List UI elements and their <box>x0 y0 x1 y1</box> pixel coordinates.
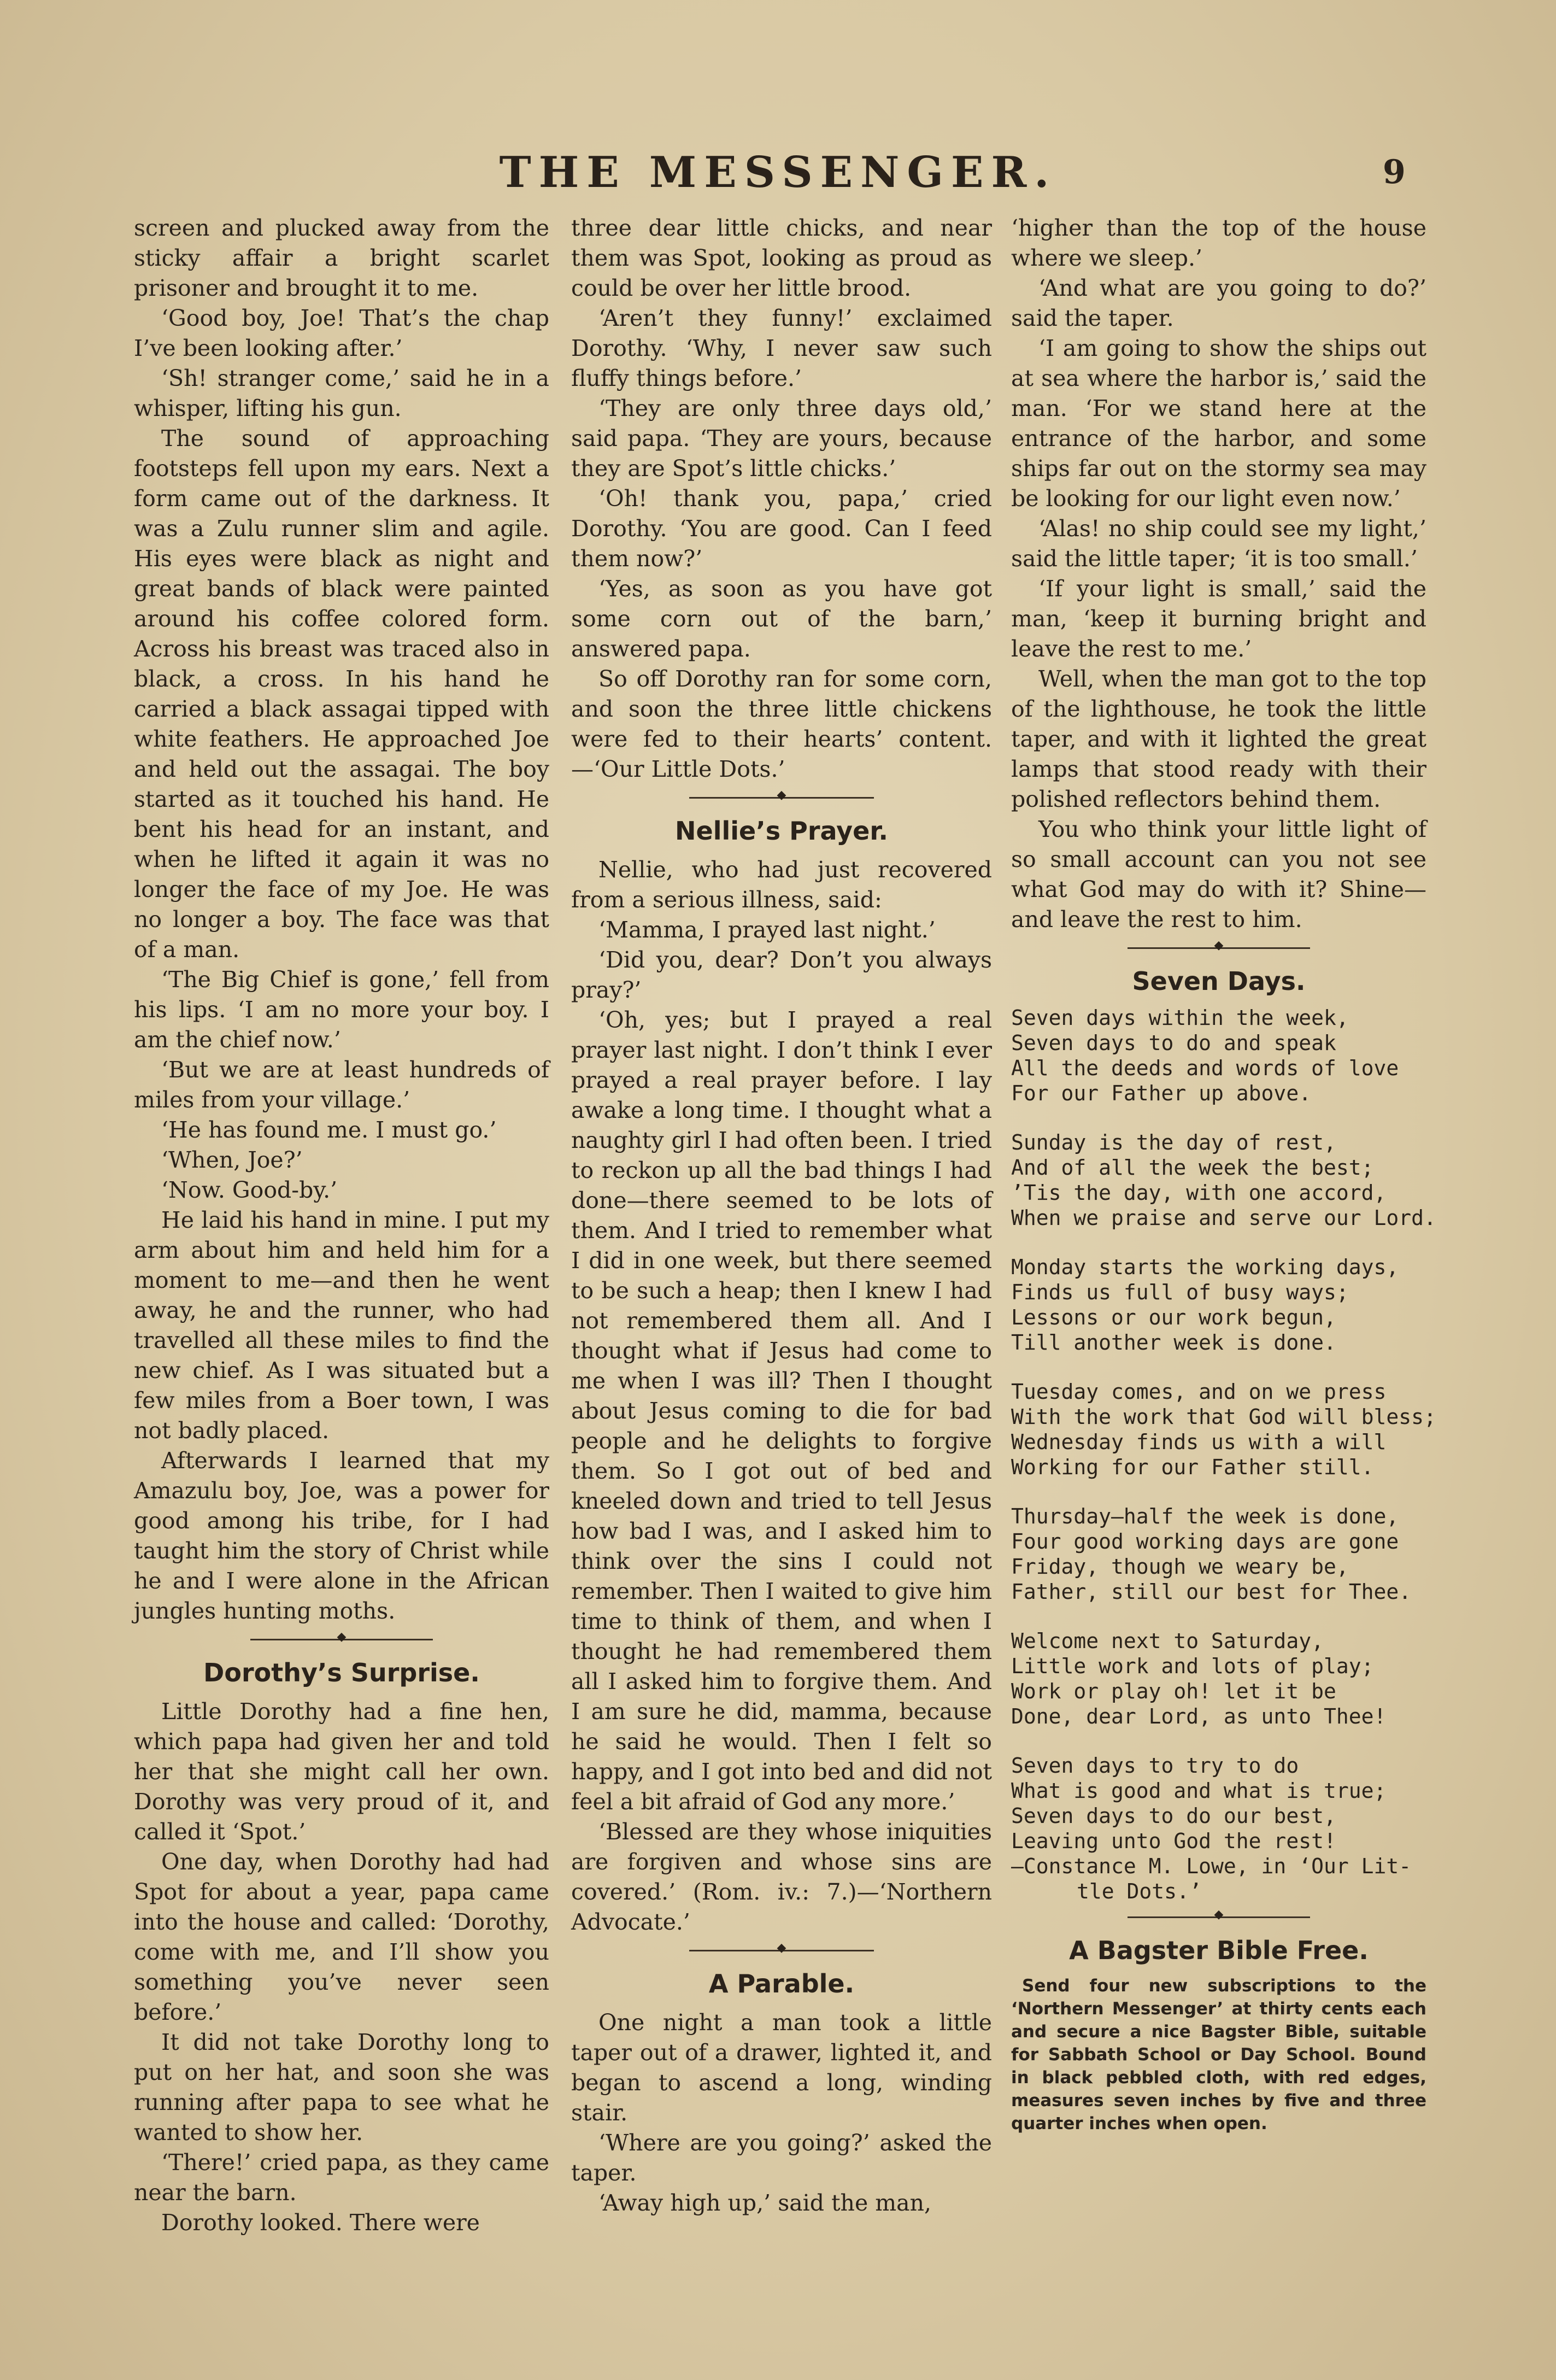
poem <box>1011 1005 1436 1904</box>
section-divider <box>1011 942 1426 953</box>
poem-line: Monday starts the working days, <box>1011 1255 1399 1279</box>
poem-line: Seven days to do and speak <box>1011 1031 1336 1055</box>
poem-line: Seven days to try to do <box>1011 1754 1299 1778</box>
paragraph: ‘Did you, dear? Don’t you always pray?’ <box>571 947 992 1003</box>
paragraph: ‘He has found me. I must go.’ <box>161 1117 497 1143</box>
section-divider <box>1011 1912 1426 1922</box>
poem-line: What is good and what is true; <box>1011 1779 1387 1803</box>
paragraph: So off Dorothy ran for some corn, and soon the three little chickens were fed to their hearts’ content.—‘Our Little Dots.’ <box>571 666 992 782</box>
notice-text: Send four new subscriptions to the ‘Northern Messenger’ at thirty cents each and secure a nice Bagster Bible, suitable for Sabbath School or Day School. Bound in black pebbled cloth, with red edges, measures seven inches by five and three quarter inches when open. <box>1011 1976 1426 2133</box>
poem-line: Sunday is the day of rest, <box>1011 1130 1336 1154</box>
paragraph: Afterwards I learned that my Amazulu boy, Joe, was a power for good among his tribe, for I had taught him the story of Christ while he and I were alone in the African jungles hunting moths. <box>134 1447 549 1624</box>
paragraph: Well, when the man got to the top of the lighthouse, he took the little taper, and with it lighted the great lamps that stood ready with their polished reflectors behind them. <box>1011 666 1426 812</box>
column-1 <box>134 213 549 2238</box>
poem-line: Thursday—half the week is done, <box>1011 1504 1399 1528</box>
paragraph: ‘Where are you going?’ asked the taper. <box>571 2130 992 2186</box>
poem-stanza <box>1011 1504 1426 1604</box>
paragraph: ‘Good boy, Joe! That’s the chap I’ve been looking after.’ <box>134 305 549 361</box>
poem-line: Wednesday finds us with a will <box>1011 1430 1387 1454</box>
paragraph: One night a man took a little taper out of a drawer, lighted it, and began to ascend a long, winding stair. <box>571 2009 992 2126</box>
article-heading: Seven Days. <box>1132 966 1306 996</box>
poem-line: ’Tis the day, with one accord, <box>1011 1181 1387 1205</box>
article-heading: A Bagster Bible Free. <box>1069 1936 1369 1965</box>
paragraph: One day, when Dorothy had had Spot for about a year, papa came into the house and called: ‘Dorothy, come with me, and I’ll show you something you’ve never seen before.’ <box>134 1849 549 2025</box>
poem-stanza <box>1011 1753 1426 1904</box>
paragraph: ‘Yes, as soon as you have got some corn out of the barn,’ answered papa. <box>571 576 992 662</box>
poem-attribution: tle Dots.’ <box>1077 1879 1202 1903</box>
paragraph: The sound of approaching footsteps fell upon my ears. Next a form came out of the darkness. It was a Zulu runner slim and agile. His eyes were black as night and great bands of black were painted around his coffee colored form. Across his breast was traced also in black, a cross. In his hand he carried a black assagai tipped with white feathers. He approached Joe and held out the assagai. The boy started as it touched his hand. He bent his head for an instant, and when he lifted it again it was no longer the face of my Joe. He was no longer a boy. The face was that of a man. <box>134 425 549 963</box>
poem-stanza <box>1011 1255 1426 1355</box>
article-heading: Nellie’s Prayer. <box>675 816 888 846</box>
poem-stanza <box>1011 1628 1426 1729</box>
paragraph: ‘The Big Chief is gone,’ fell from his lips. ‘I am no more your boy. I am the chief now.’ <box>134 966 549 1053</box>
paragraph: Little Dorothy had a fine hen, which papa had given her and told her that she might call her own. Dorothy was very proud of it, and called it ‘Spot.’ <box>134 1698 549 1845</box>
paragraph: He laid his hand in mine. I put my arm about him and held him for a moment to me—and then he went away, he and the runner, who had travelled all these miles to find the new chief. As I was situated but a few miles from a Boer town, I was not badly placed. <box>134 1207 549 1444</box>
poem-line: Father, still our best for Thee. <box>1011 1580 1412 1604</box>
paragraph: ‘They are only three days old,’ said papa. ‘They are yours, because they are Spot’s little chicks.’ <box>571 395 992 482</box>
page-number: 9 <box>1383 153 1406 191</box>
paragraph: ‘Oh! thank you, papa,’ cried Dorothy. ‘You are good. Can I feed them now?’ <box>571 485 992 572</box>
paragraph: ‘When, Joe?’ <box>161 1147 303 1173</box>
section-divider <box>571 1945 992 1956</box>
paragraph: ‘Mamma, I prayed last night.’ <box>598 917 936 943</box>
paragraph: ‘There!’ cried papa, as they came near the barn. <box>134 2149 549 2206</box>
article-heading: Dorothy’s Surprise. <box>203 1658 480 1687</box>
paragraph: You who think your little light of so small account can you not see what God may do with it? Shine—and leave the rest to him. <box>1011 816 1426 933</box>
poem-stanza <box>1011 1379 1436 1480</box>
column-2 <box>571 213 992 2218</box>
poem-line: Working for our Father still. <box>1011 1455 1374 1479</box>
poem-line: All the deeds and words of love <box>1011 1056 1399 1080</box>
section-divider <box>134 1634 549 1645</box>
paragraph: ‘Sh! stranger come,’ said he in a whisper, lifting his gun. <box>134 365 549 421</box>
paragraph: It did not take Dorothy long to put on her hat, and soon she was running after papa to see what he wanted to show her. <box>134 2029 549 2145</box>
paragraph: ‘Now. Good-by.’ <box>161 1177 338 1203</box>
paragraph: ‘Oh, yes; but I prayed a real prayer last night. I don’t think I ever prayed a real prayer before. I lay awake a long time. I thought what a naughty girl I had often been. I tried to reckon up all the bad things I had done—there seemed to be lots of them. And I tried to remember what I did in one week, but there seemed to be such a heap; then I knew I had not remembered them all. And I thought what if Jesus had come to me when I was ill? Then I thought about Jesus coming to die for bad people and he delights to forgive them. So I got out of bed and kneeled down and tried to tell Jesus how bad I was, and I asked him to think over the sins I could not remember. Then I waited to give him time to think of them, and when I thought he had remembered them all I asked him to forgive them. And I am sure he did, mamma, because he said he would. Then I felt so happy, and I got into bed and did not feel a bit afraid of God any more.’ <box>571 1007 992 1815</box>
poem-line: Till another week is done. <box>1011 1330 1336 1355</box>
paragraph: three dear little chicks, and near them was Spot, looking as proud as could be over her little brood. <box>571 215 992 301</box>
poem-attribution: —Constance M. Lowe, in ‘Our Lit- <box>1011 1854 1412 1878</box>
paragraph: ‘Aren’t they funny!’ exclaimed Dorothy. ‘Why, I never saw such fluffy things before.’ <box>571 305 992 391</box>
paragraph: ‘higher than the top of the house where we sleep.’ <box>1011 215 1426 271</box>
poem-line: Four good working days are gone <box>1011 1529 1399 1554</box>
poem-line: Finds us full of busy ways; <box>1011 1280 1349 1304</box>
paragraph: ‘And what are you going to do?’ said the taper. <box>1011 275 1426 331</box>
poem-line: For our Father up above. <box>1011 1081 1312 1105</box>
poem-line: Work or play oh! let it be <box>1011 1679 1336 1703</box>
paragraph: Nellie, who had just recovered from a serious illness, said: <box>571 857 992 913</box>
paragraph: ‘Alas! no ship could see my light,’ said the little taper; ‘it is too small.’ <box>1011 515 1426 572</box>
paragraph: ‘I am going to show the ships out at sea where the harbor is,’ said the man. ‘For we stand here at the entrance of the harbor, and some ships far out on the stormy sea may be looking for our light even now.’ <box>1011 335 1426 512</box>
poem-line: When we praise and serve our Lord. <box>1011 1206 1436 1230</box>
section-divider <box>571 792 992 803</box>
paragraph: ‘But we are at least hundreds of miles from your village.’ <box>134 1057 549 1113</box>
paragraph: ‘Away high up,’ said the man, <box>598 2190 932 2216</box>
poem-line: Tuesday comes, and on we press <box>1011 1380 1387 1404</box>
paragraph: ‘If your light is small,’ said the man, ‘keep it burning bright and leave the rest to me.’ <box>1011 576 1426 662</box>
poem-stanza <box>1011 1005 1426 1106</box>
paragraph: screen and plucked away from the sticky affair a bright scarlet prisoner and brought it to me. <box>134 215 549 301</box>
poem-line: With the work that God will bless; <box>1011 1405 1436 1429</box>
poem-line: Seven days to do our best, <box>1011 1804 1336 1828</box>
poem-line: Friday, though we weary be, <box>1011 1555 1349 1579</box>
poem-line: Done, dear Lord, as unto Thee! <box>1011 1704 1387 1728</box>
poem-line: Seven days within the week, <box>1011 1006 1349 1030</box>
paragraph: ‘Blessed are they whose iniquities are forgiven and whose sins are covered.’ (Rom. iv.: 7.)—‘Northern Advocate.’ <box>571 1819 992 1935</box>
masthead-title: THE MESSENGER. <box>499 148 1057 197</box>
poem-line: Lessons or our work begun, <box>1011 1305 1336 1329</box>
paragraph: Dorothy looked. There were <box>161 2209 480 2236</box>
column-3 <box>1011 213 1436 2135</box>
poem-stanza <box>1011 1130 1436 1230</box>
poem-line: Little work and lots of play; <box>1011 1654 1374 1678</box>
article-heading: A Parable. <box>708 1969 855 1998</box>
poem-line: Leaving unto God the rest! <box>1011 1829 1336 1853</box>
poem-line: Welcome next to Saturday, <box>1011 1629 1324 1653</box>
poem-line: And of all the week the best; <box>1011 1156 1374 1180</box>
